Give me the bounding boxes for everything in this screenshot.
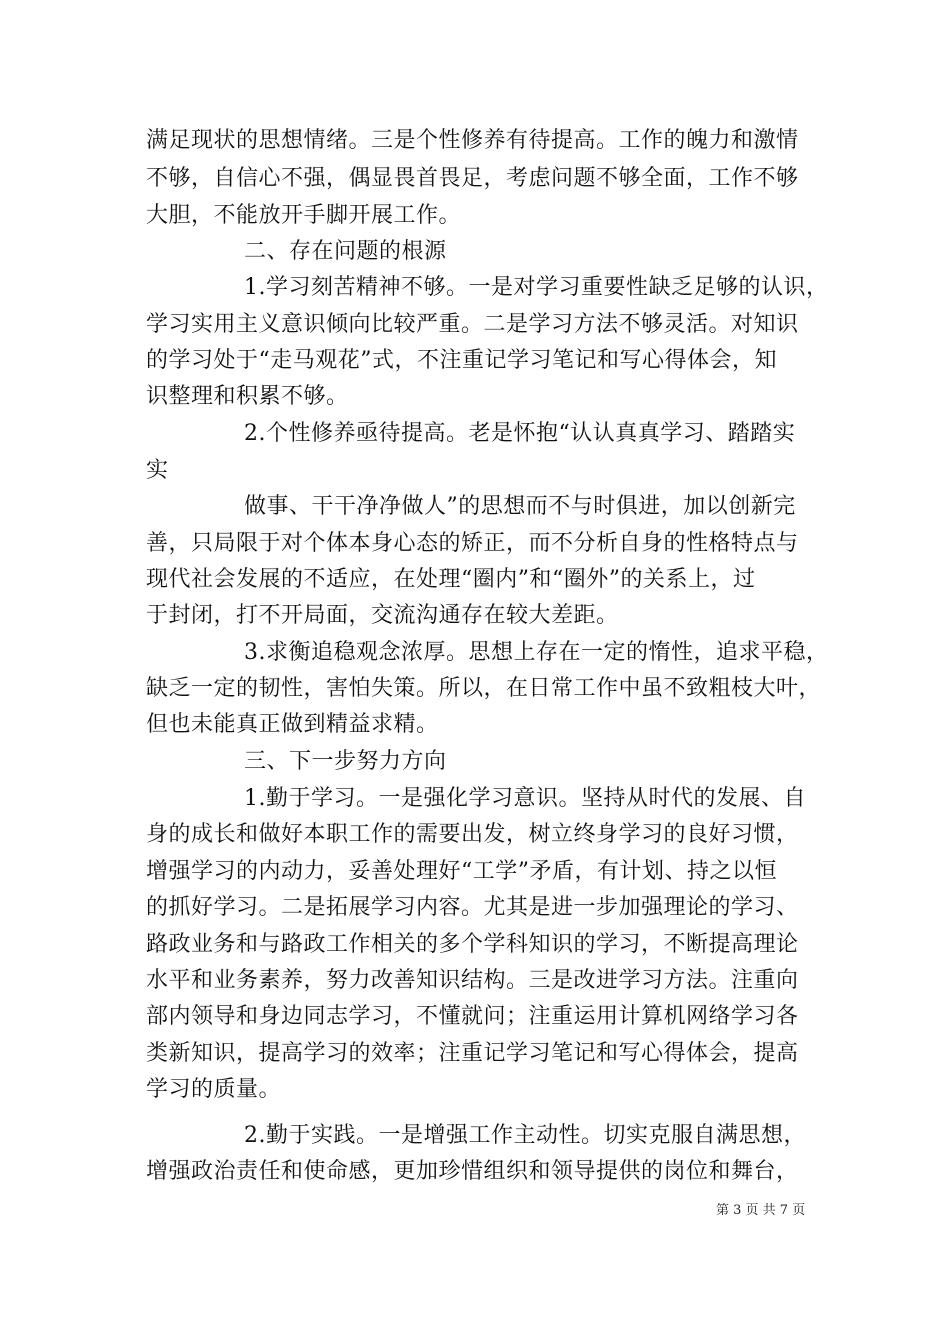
body-line: 2.个性修养亟待提高。老是怀抱“认认真真学习、踏踏实 xyxy=(244,421,796,446)
section-heading: 三、下一步努力方向 xyxy=(244,749,447,774)
body-line: 3.求衡追稳观念浓厚。思想上存在一定的惰性，追求平稳， xyxy=(244,640,829,665)
body-line: 满足现状的思想情绪。三是个性修养有待提高。工作的魄力和激情 xyxy=(146,128,799,153)
body-line: 类新知识，提高学习的效率；注重记学习笔记和写心得体会，提高 xyxy=(146,1041,799,1066)
body-line: 善，只局限于对个体本身心态的矫正，而不分析自身的性格特点与 xyxy=(146,531,799,556)
body-line: 的抓好学习。二是拓展学习内容。尤其是进一步加强理论的学习、 xyxy=(146,895,799,920)
body-line: 于封闭，打不开局面，交流沟通存在较大差距。 xyxy=(146,603,619,628)
body-line: 识整理和积累不够。 xyxy=(146,384,349,409)
body-line: 缺乏一定的韧性，害怕失策。所以，在日常工作中虽不致粗枝大叶， xyxy=(146,676,822,701)
body-line: 部内领导和身边同志学习，不懂就问；注重运用计算机网络学习各 xyxy=(146,1004,799,1029)
body-line: 大胆，不能放开手脚开展工作。 xyxy=(146,203,462,228)
body-line: 现代社会发展的不适应，在处理“圈内”和“圈外”的关系上，过 xyxy=(146,567,756,592)
body-line: 学习实用主义意识倾向比较严重。二是学习方法不够灵活。对知识 xyxy=(146,312,799,337)
body-line: 身的成长和做好本职工作的需要出发，树立终身学习的良好习惯， xyxy=(146,822,799,847)
body-line: 但也未能真正做到精益求精。 xyxy=(146,712,439,737)
body-line: 学习的质量。 xyxy=(146,1077,282,1102)
body-line: 增强政治责任和使命感，更加珍惜组织和领导提供的岗位和舞台， xyxy=(146,1159,799,1184)
section-heading: 二、存在问题的根源 xyxy=(244,239,447,264)
body-line: 不够，自信心不强，偶显畏首畏足，考虑问题不够全面，工作不够 xyxy=(146,166,799,191)
page-number: 第 3 页 共 7 页 xyxy=(716,1203,806,1218)
body-line: 做事、干干净净做人”的思想而不与时俱进，加以创新完 xyxy=(244,494,796,519)
body-line: 2.勤于实践。一是增强工作主动性。切实克服自满思想， xyxy=(244,1123,806,1148)
body-line: 路政业务和与路政工作相关的多个学科知识的学习，不断提高理论 xyxy=(146,932,799,957)
body-line: 水平和业务素养，努力改善知识结构。三是改进学习方法。注重向 xyxy=(146,968,799,993)
body-line: 1.学习刻苦精神不够。一是对学习重要性缺乏足够的认识， xyxy=(244,275,829,300)
body-line: 1.勤于学习。一是强化学习意识。坚持从时代的发展、自 xyxy=(244,786,806,811)
body-line: 的学习处于“走马观花”式，不注重记学习笔记和写心得体会，知 xyxy=(146,348,777,373)
body-line: 实 xyxy=(146,458,169,483)
body-line: 增强学习的内动力，妥善处理好“工学”矛盾，有计划、持之以恒 xyxy=(146,859,777,884)
